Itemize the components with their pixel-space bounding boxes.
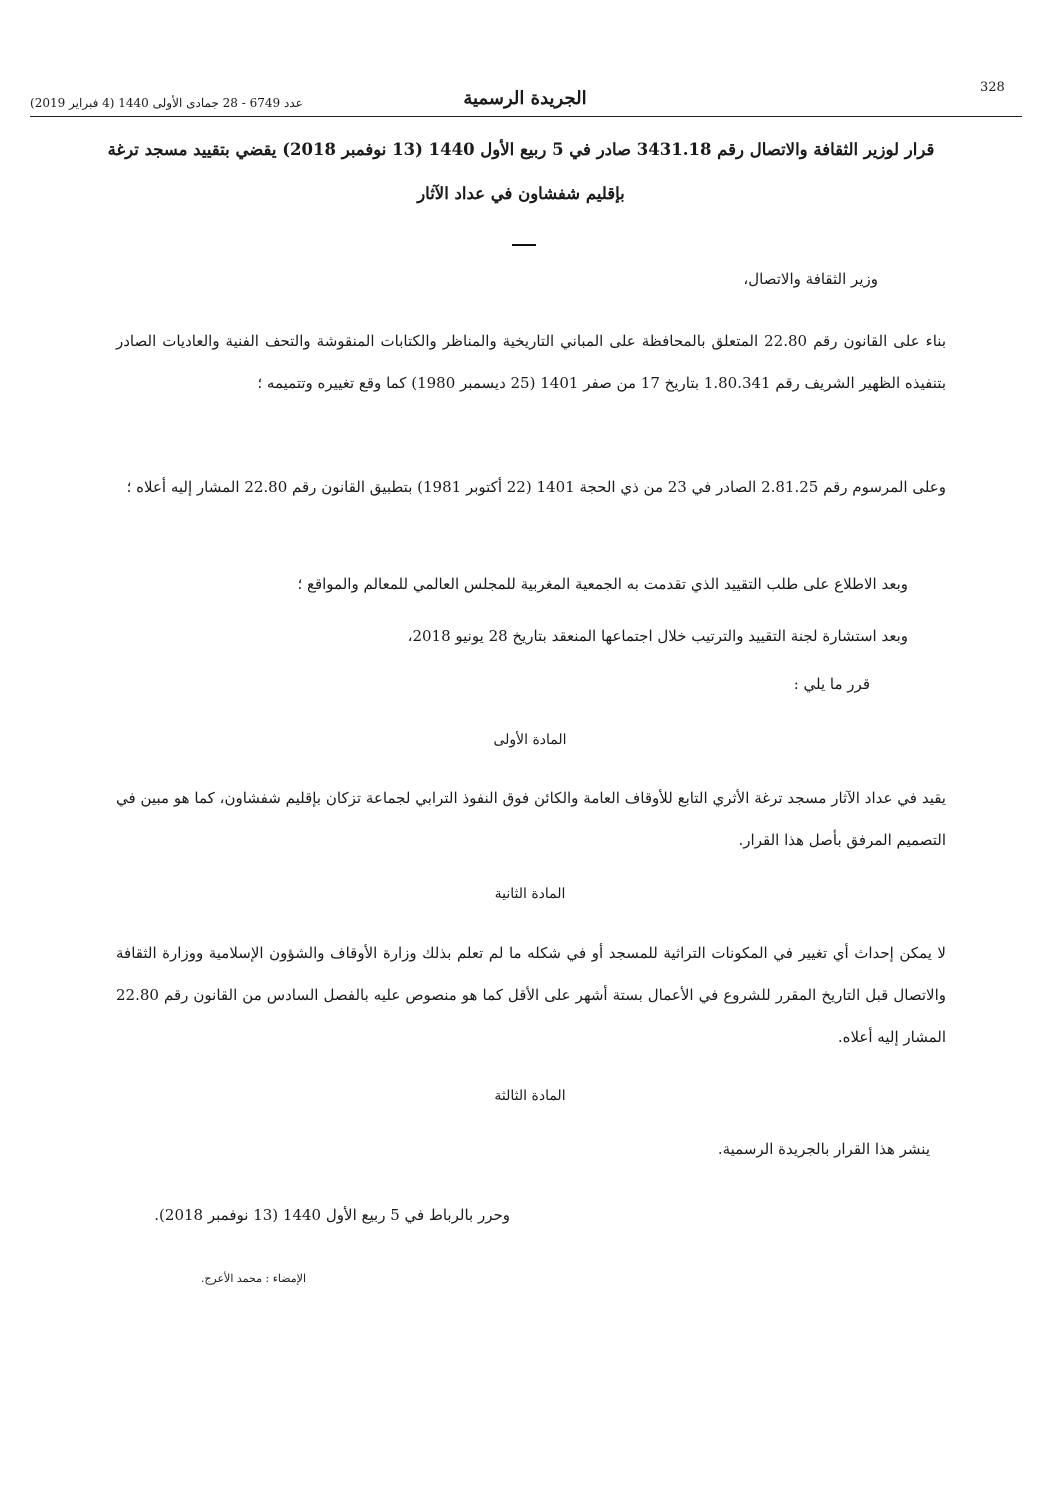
journal-title: الجريدة الرسمية [463, 88, 587, 109]
issue-info: عدد 6749 - 28 جمادى الأولى 1440 (4 فبراير 2019) [30, 96, 303, 110]
article-2-heading: المادة الثانية [494, 886, 566, 902]
decision-title-line-2: بإقليم شفشاون في عداد الآثار [417, 184, 625, 203]
article-1-text: يقيد في عداد الآثار مسجد ترغة الأثري التابع للأوقاف العامة والكائن فوق النفوذ الترابي لجماعة تزكان بإقليم شفشاون، كما هو مبين في التصميم المرفق بأصل هذا القرار. [116, 789, 946, 849]
preamble-decree-paragraph: وعلى المرسوم رقم 2.81.25 الصادر في 23 من ذي الحجة 1401 (22 أكتوبر 1981) بتطبيق القانون رقم 22.80 المشار إليه أعلاه ؛ [126, 478, 946, 496]
preamble-request-line: وبعد الاطلاع على طلب التقييد الذي تقدمت به الجمعية المغربية للمجلس العالمي للمعالم والمواقع ؛ [297, 575, 908, 593]
header-divider [30, 116, 1022, 117]
article-1-heading: المادة الأولى [493, 732, 567, 748]
article-3-heading: المادة الثالثة [494, 1088, 566, 1104]
signature-line: الإمضاء : محمد الأعرج. [200, 1272, 306, 1285]
article-2-text: لا يمكن إحداث أي تغيير في المكونات التراثية للمسجد أو في شكله ما لم تعلم بذلك وزارة الأوقاف والشؤون الإسلامية ووزارة الثقافة والاتصال قبل التاريخ المقرر للشروع في الأعمال بستة أشهر على الأقل كما هو منصوص عليه بالفصل السادس من القانون رقم 22.80 المشار إليه أعلاه. [116, 944, 946, 1046]
place-date-line: وحرر بالرباط في 5 ربيع الأول 1440 (13 نوفمبر 2018). [154, 1206, 510, 1224]
preamble-committee-line: وبعد استشارة لجنة التقييد والترتيب خلال اجتماعها المنعقد بتاريخ 28 يونيو 2018، [407, 627, 908, 645]
article-3-text: ينشر هذا القرار بالجريدة الرسمية. [717, 1140, 930, 1158]
preamble-law-paragraph: بناء على القانون رقم 22.80 المتعلق بالمحافظة على المباني التاريخية والمناظر والكتابات المنقوشة والتحف الفنية والعاديات الصادر بتنفيذه الظهير الشريف رقم 1.80.341 بتاريخ 17 من صفر 1401 (25 ديسمبر 1980) كما وقع تغييره وتتميمه ؛ [116, 332, 946, 392]
title-separator [512, 244, 536, 246]
decision-title-line-1: قرار لوزير الثقافة والاتصال رقم 3431.18 صادر في 5 ربيع الأول 1440 (13 نوفمبر 2018) يقضي بتقييد مسجد ترغة [107, 140, 935, 159]
page-number: 328 [980, 80, 1005, 95]
decides-line: قرر ما يلي : [793, 675, 870, 693]
minister-line: وزير الثقافة والاتصال، [743, 270, 878, 288]
